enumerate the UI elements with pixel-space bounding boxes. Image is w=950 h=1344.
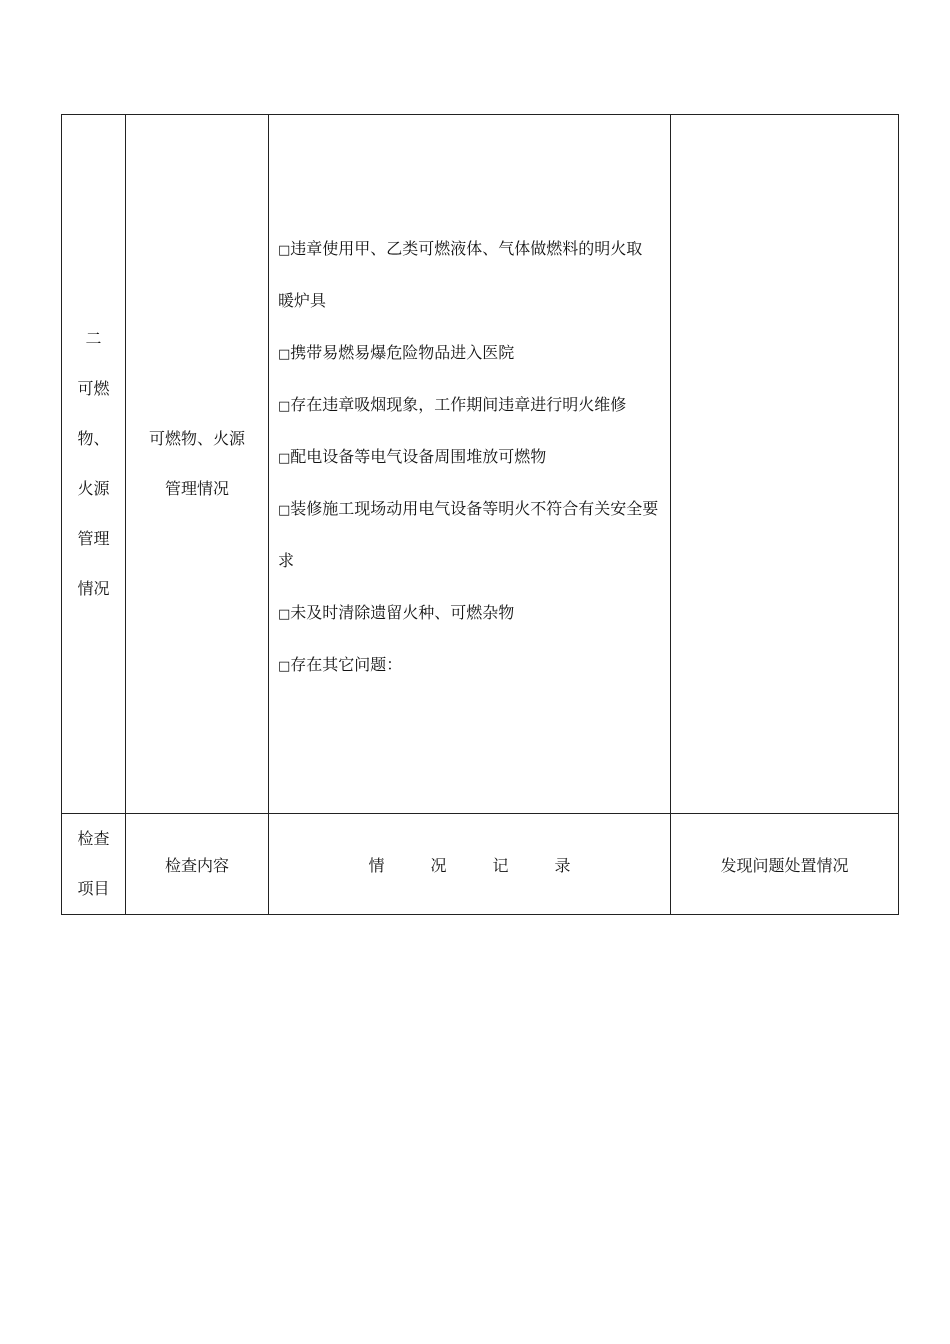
item-line: 管理 xyxy=(77,529,110,548)
header-item-line: 项目 xyxy=(77,879,110,898)
content-line: 管理情况 xyxy=(164,479,229,498)
checklist-item: □违章使用甲、乙类可燃液体、气体做燃料的明火取 xyxy=(278,239,643,258)
checkbox[interactable]: □ xyxy=(278,503,291,518)
checklist-item: □装修施工现场动用电气设备等明火不符合有关安全要 xyxy=(278,499,659,518)
inspection-table xyxy=(61,114,899,915)
header-record-cell xyxy=(269,814,671,915)
checkbox[interactable]: □ xyxy=(278,347,291,362)
item-line: 可燃 xyxy=(77,379,110,398)
table-row xyxy=(62,115,899,814)
header-disposal-label: 发现问题处置情况 xyxy=(720,855,849,875)
item-cell xyxy=(62,115,126,814)
header-record-char: 记 xyxy=(492,855,509,875)
checkbox[interactable]: □ xyxy=(278,659,291,674)
header-row xyxy=(62,814,899,915)
item-line: 物、 xyxy=(77,429,110,448)
checklist-item: □携带易燃易爆危险物品进入医院 xyxy=(278,343,515,362)
checklist-item: 暖炉具 xyxy=(278,291,327,310)
checklist-item: □存在违章吸烟现象，工作期间违章进行明火维修 xyxy=(278,395,627,414)
header-record-char: 情 xyxy=(368,855,385,875)
checklist-item: □存在其它问题： xyxy=(278,655,403,674)
content-line: 可燃物、火源 xyxy=(148,429,245,448)
header-item-cell xyxy=(62,814,126,915)
item-index: 二 xyxy=(85,329,102,348)
checkbox[interactable]: □ xyxy=(278,243,291,258)
checkbox[interactable]: □ xyxy=(278,607,291,622)
header-disposal-cell xyxy=(671,814,899,915)
record-cell xyxy=(269,115,671,814)
header-record-char: 录 xyxy=(554,855,571,875)
disposal-cell[interactable] xyxy=(671,115,899,814)
content-cell xyxy=(126,115,269,814)
header-content-label: 检查内容 xyxy=(164,855,229,875)
checklist-item: □配电设备等电气设备周围堆放可燃物 xyxy=(278,447,547,466)
checklist-item: □未及时清除遗留火种、可燃杂物 xyxy=(278,603,515,622)
checkbox[interactable]: □ xyxy=(278,451,291,466)
item-line: 火源 xyxy=(77,479,110,498)
header-item-line: 检查 xyxy=(77,829,110,848)
header-content-cell xyxy=(126,814,269,915)
checklist-item: 求 xyxy=(278,551,295,570)
item-line: 情况 xyxy=(77,579,110,598)
header-record-char: 况 xyxy=(430,855,447,875)
checkbox[interactable]: □ xyxy=(278,399,291,414)
